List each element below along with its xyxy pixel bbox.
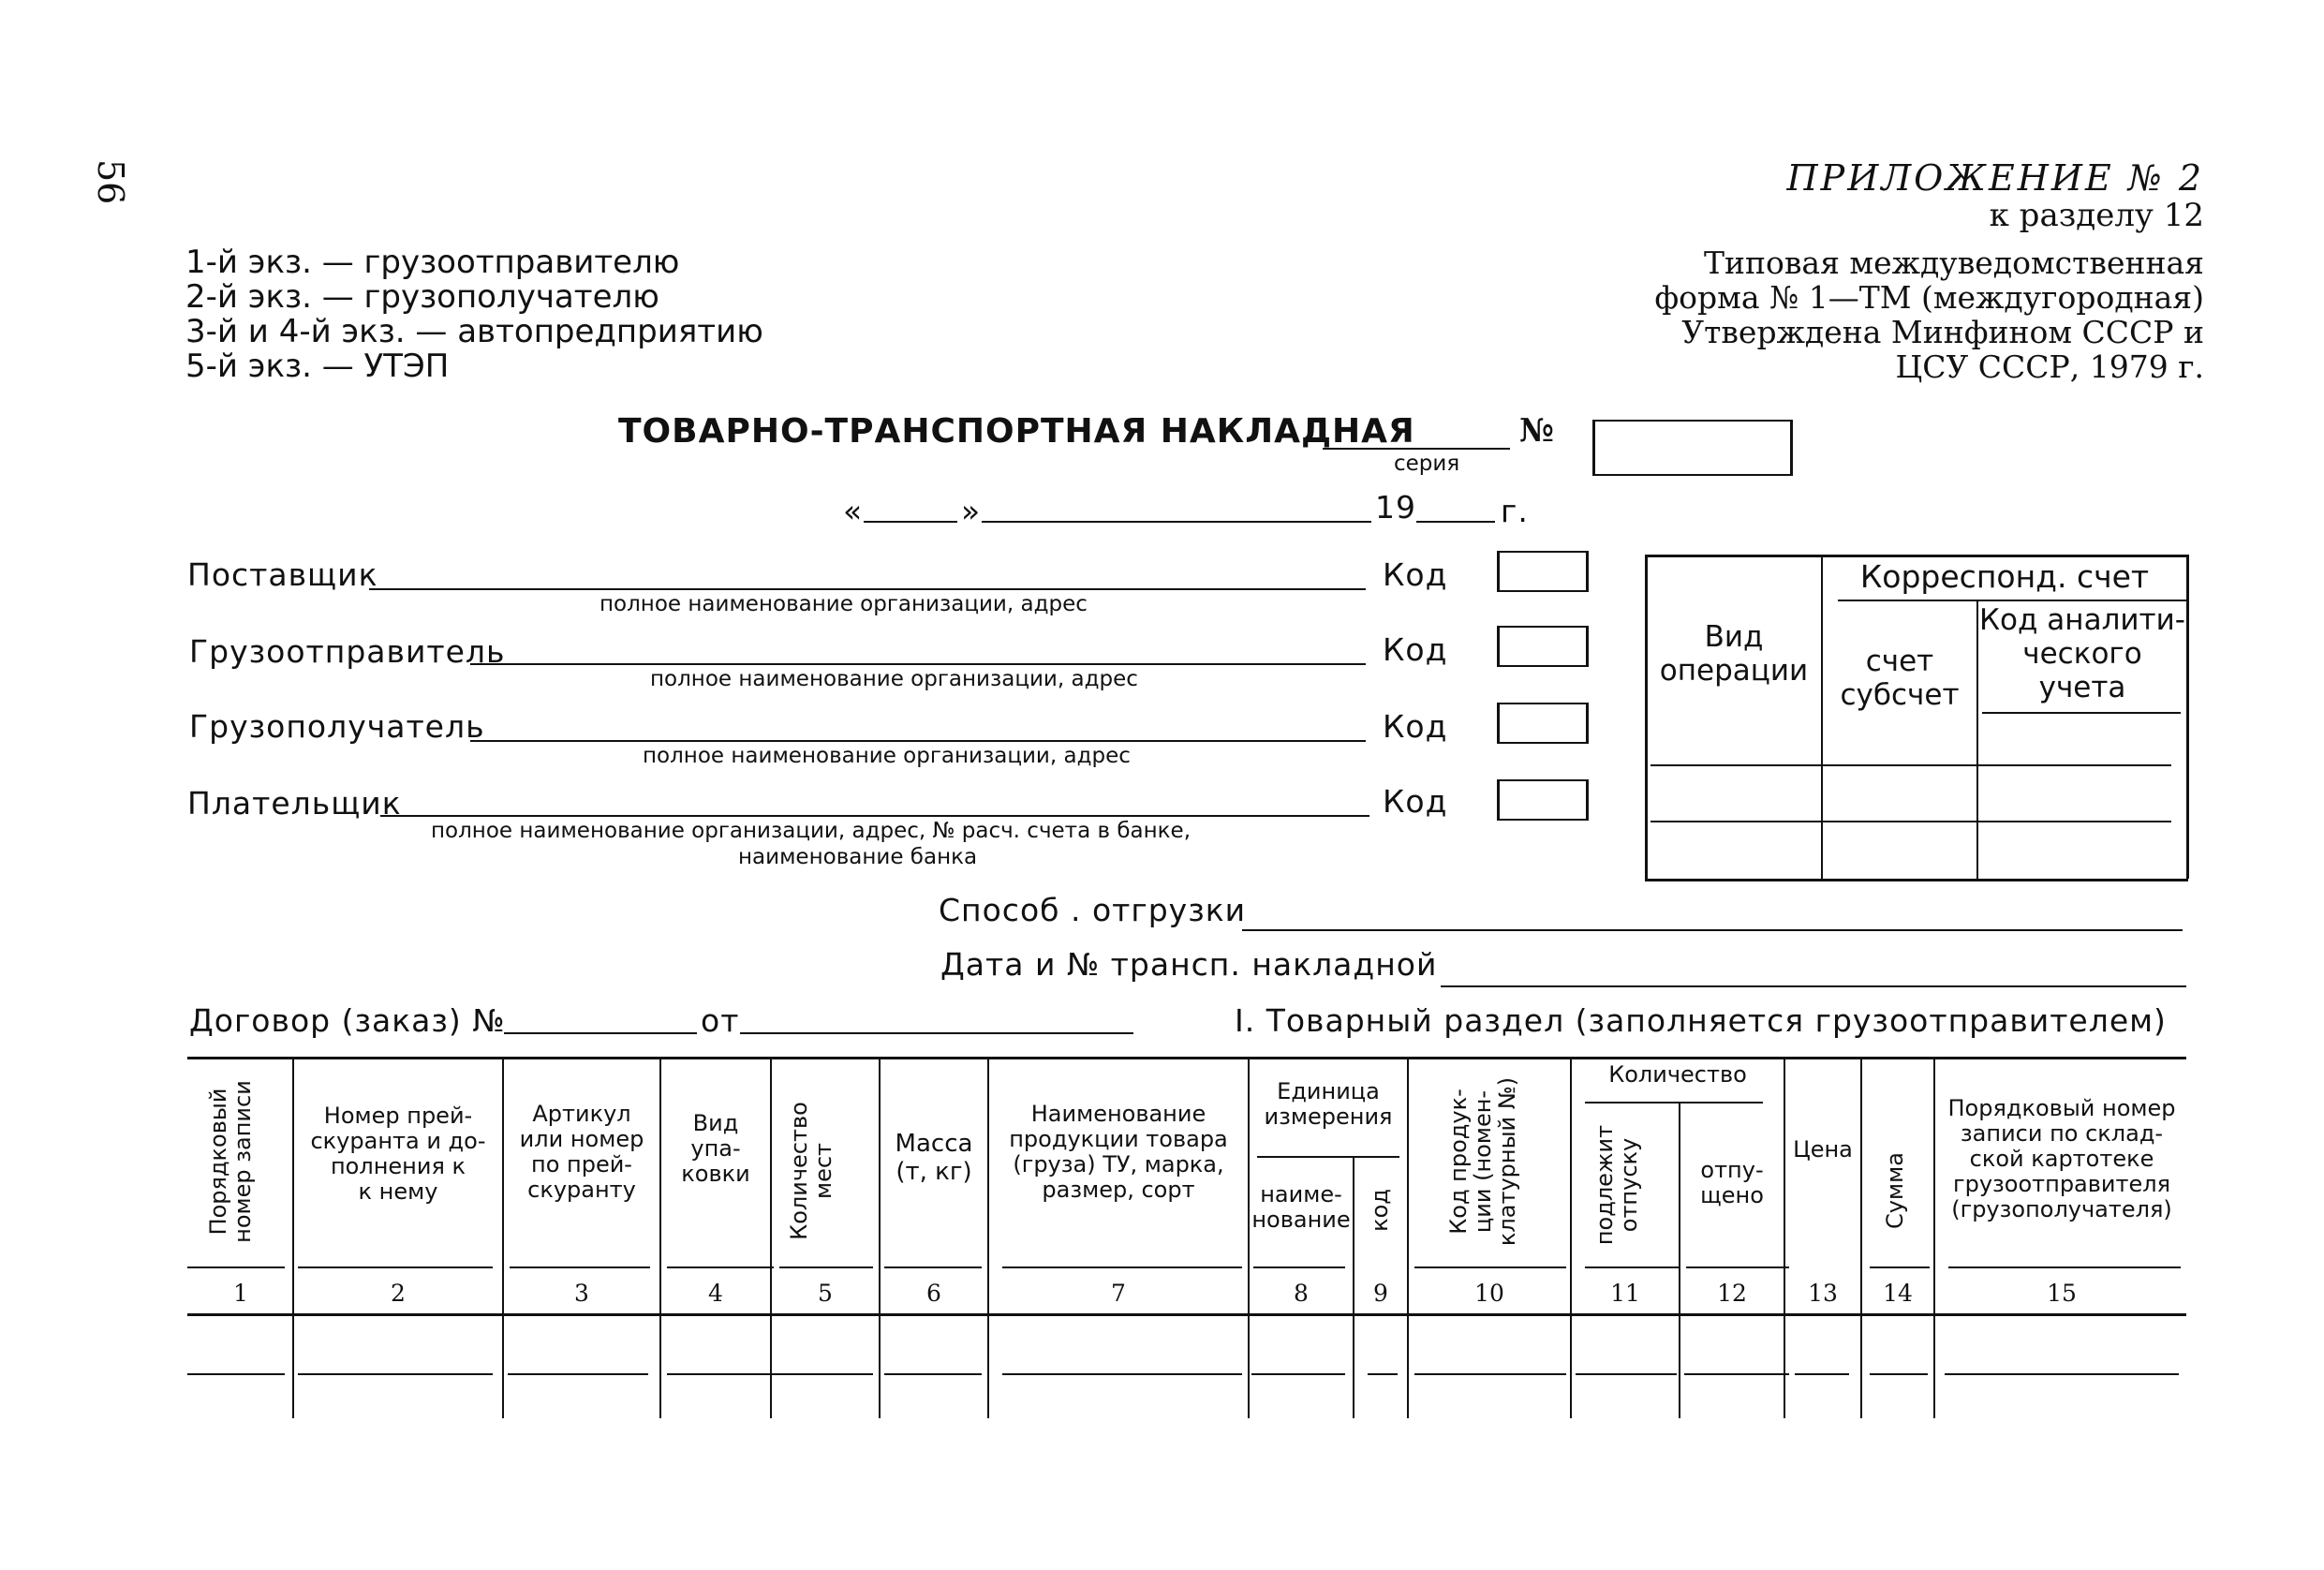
col-num: 5 bbox=[818, 1280, 833, 1307]
payer-kod-label: Код bbox=[1383, 783, 1448, 820]
shipper-kod-label: Код bbox=[1383, 631, 1448, 668]
col-price: Цена bbox=[1793, 1136, 1853, 1163]
appendix-title: ПРИЛОЖЕНИЕ № 2 bbox=[1786, 157, 2204, 199]
shipper-field[interactable] bbox=[470, 663, 1366, 665]
consignee-hint: полное наименование организации, адрес bbox=[643, 744, 1131, 768]
contract-label: Договор (заказ) № bbox=[189, 1002, 506, 1039]
shipping-method-field[interactable] bbox=[1242, 929, 2183, 931]
col-num: 15 bbox=[2047, 1280, 2077, 1307]
supplier-hint: полное наименование организации, адрес bbox=[600, 592, 1088, 616]
corr-account-header: Корреспонд. счет bbox=[1859, 558, 2150, 595]
col-unit-code: код bbox=[1367, 1189, 1393, 1232]
col-num: 6 bbox=[926, 1280, 941, 1307]
typical-line: Утверждена Минфином СССР и bbox=[1681, 314, 2204, 350]
col-card-record-number: Порядковый номер записи по склад- ской картотеке грузоотправителя (грузополучателя) bbox=[1947, 1095, 2176, 1222]
col-pricelist-number: Номер прей- скуранта и до- полнения к к нему bbox=[310, 1103, 486, 1205]
payer-hint: полное наименование организации, адрес, № расч. счета в банке, bbox=[431, 819, 1192, 843]
supplier-kod-box[interactable] bbox=[1497, 551, 1589, 592]
quantity-header: Количество bbox=[1608, 1061, 1747, 1088]
document-title: ТОВАРНО-ТРАНСПОРТНАЯ НАКЛАДНАЯ bbox=[618, 412, 1415, 451]
col-num: 9 bbox=[1373, 1280, 1388, 1307]
operation-type-header: Вид операции bbox=[1659, 620, 1809, 688]
year-suffix: г. bbox=[1501, 493, 1529, 529]
col-sum: Сумма bbox=[1882, 1152, 1908, 1229]
supplier-field[interactable] bbox=[369, 588, 1366, 590]
col-places-count: Количество мест bbox=[786, 1102, 836, 1240]
shipping-method-label: Способ . отгрузки bbox=[939, 892, 1247, 928]
shipper-kod-box[interactable] bbox=[1497, 626, 1589, 667]
date-day-field[interactable] bbox=[864, 521, 957, 523]
col-num: 12 bbox=[1717, 1280, 1747, 1307]
col-record-number: Порядковый номер записи bbox=[205, 1080, 256, 1243]
series-field[interactable] bbox=[1323, 448, 1510, 450]
contract-from-label: от bbox=[701, 1002, 740, 1039]
copy-line: 1-й экз. — грузоотправителю bbox=[185, 244, 680, 281]
unit-header: Единица измерения bbox=[1264, 1078, 1393, 1130]
number-sign: № bbox=[1519, 412, 1554, 450]
contract-number-field[interactable] bbox=[504, 1032, 697, 1034]
date-month-field[interactable] bbox=[982, 521, 1371, 523]
col-num: 2 bbox=[391, 1280, 406, 1307]
col-packaging: Вид упа- ковки bbox=[681, 1110, 750, 1187]
consignee-kod-label: Код bbox=[1383, 708, 1448, 745]
col-product-name: Наименование продукции товара (груза) ТУ, марка, размер, сорт bbox=[1009, 1101, 1228, 1203]
transport-invoice-label: Дата и № трансп. накладной bbox=[940, 946, 1438, 983]
col-unit-name: наиме- нование bbox=[1251, 1181, 1351, 1233]
col-product-code: Код продук- ции (номен- клатурный №) bbox=[1445, 1076, 1520, 1247]
col-num: 3 bbox=[574, 1280, 589, 1307]
col-num: 8 bbox=[1294, 1280, 1309, 1307]
page-number: 56 bbox=[90, 159, 131, 205]
doc-number-box[interactable] bbox=[1592, 420, 1793, 476]
payer-hint-2: наименование банка bbox=[738, 845, 978, 869]
copies-list bbox=[185, 245, 763, 384]
col-num: 11 bbox=[1610, 1280, 1640, 1307]
supplier-label: Поставщик bbox=[187, 556, 378, 593]
supplier-kod-label: Код bbox=[1383, 556, 1448, 593]
col-num: 10 bbox=[1474, 1280, 1504, 1307]
col-num: 7 bbox=[1111, 1280, 1126, 1307]
date-close-quote: » bbox=[961, 493, 982, 529]
shipper-label: Грузоотправитель bbox=[189, 633, 506, 670]
section-title: I. Товарный раздел (заполняется грузоотправителем) bbox=[1235, 1002, 2167, 1039]
date-open-quote: « bbox=[843, 493, 864, 529]
typical-form-note bbox=[1654, 245, 2204, 384]
date-year-field[interactable] bbox=[1416, 521, 1495, 523]
copy-line: 3-й и 4-й экз. — автопредприятию bbox=[185, 313, 763, 350]
col-released: отпу- щено bbox=[1700, 1157, 1764, 1208]
account-header: счет субсчет bbox=[1840, 644, 1960, 712]
payer-field[interactable] bbox=[380, 815, 1369, 817]
typical-line: Типовая междуведомственная bbox=[1703, 244, 2204, 281]
col-num: 1 bbox=[233, 1280, 248, 1307]
col-num: 13 bbox=[1808, 1280, 1838, 1307]
transport-invoice-field[interactable] bbox=[1441, 985, 2186, 987]
copy-line: 5-й экз. — УТЭП bbox=[185, 348, 450, 385]
col-num: 4 bbox=[708, 1280, 723, 1307]
col-article: Артикул или номер по прей- скуранту bbox=[519, 1101, 644, 1203]
analytic-code-header: Код аналити- ческого учета bbox=[1979, 603, 2185, 704]
typical-line: форма № 1—ТМ (междугородная) bbox=[1654, 279, 2204, 316]
payer-label: Плательщик bbox=[187, 785, 402, 822]
shipper-hint: полное наименование организации, адрес bbox=[650, 667, 1138, 691]
copy-line: 2-й экз. — грузополучателю bbox=[185, 278, 659, 316]
col-mass: Масса (т, кг) bbox=[895, 1130, 973, 1186]
series-label: серия bbox=[1394, 452, 1460, 476]
payer-kod-box[interactable] bbox=[1497, 779, 1589, 821]
consignee-field[interactable] bbox=[470, 740, 1366, 742]
year-prefix: 19 bbox=[1375, 489, 1416, 526]
appendix-subtitle: к разделу 12 bbox=[1989, 197, 2204, 234]
consignee-kod-box[interactable] bbox=[1497, 703, 1589, 744]
col-num: 14 bbox=[1883, 1280, 1913, 1307]
consignee-label: Грузополучатель bbox=[189, 708, 485, 745]
col-to-release: подлежит отпуску bbox=[1591, 1124, 1642, 1246]
typical-line: ЦСУ СССР, 1979 г. bbox=[1895, 348, 2204, 385]
contract-date-field[interactable] bbox=[740, 1032, 1133, 1034]
